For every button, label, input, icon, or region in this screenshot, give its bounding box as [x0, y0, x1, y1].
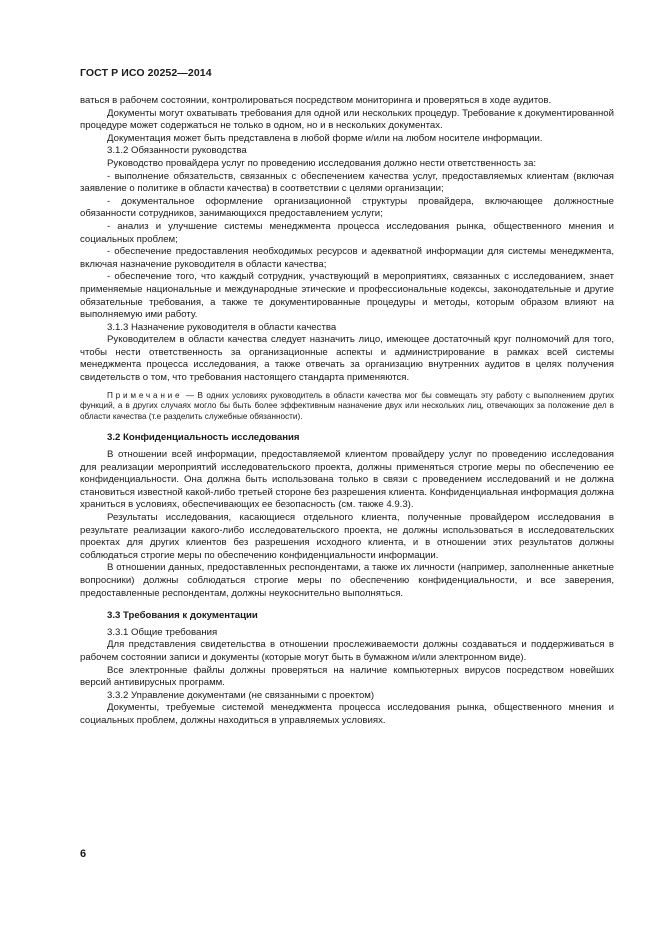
paragraph: Руководителем в области качества следует назначить лицо, имеющее достаточный круг полномочий для того, чтобы нести ответственность за организационные аспекты и администрирование в рамках всей системы менеджмента процесса исследования, а также отвечать за организацию внутренних аудитов в целях получения свидетельств о том, что требования настоящего стандарта применяются.	[80, 334, 614, 384]
list-item: - документальное оформление организационной структуры провайдера, включающее должностные обязанности сотрудников, занимающихся предоставлением услуги;	[80, 195, 614, 220]
subsection-heading-3-3-1: 3.3.1 Общие требования	[107, 626, 218, 638]
paragraph: Руководство провайдера услуг по проведению исследования должно нести ответственность за:	[107, 157, 537, 169]
note-text: — В одних условиях руководитель в области качества мог бы совмещать эту работу с выполнением других функций, а в других случаях могло бы быть более эффективным назначение двух или нескольких лиц, отвечающих за положение дел в области качества (т.е разделить служебные обязанности).	[80, 390, 614, 421]
section-heading-3-2: 3.2 Конфиденциальность исследования	[107, 432, 300, 444]
page-number: 6	[80, 848, 87, 860]
list-item: - анализ и улучшение системы менеджмента процесса исследования рынка, общественного мнения и социальных проблем;	[80, 220, 614, 245]
list-item: - обеспечение того, что каждый сотрудник, участвующий в мероприятиях, связанных с исследованием, знает применяемые национальные и международные этические и профессиональные кодексы, законодательные и другие обязательные требования, а также те документированные процедуры и методы, которым образом влияют на выполняемую ими работу.	[80, 271, 614, 321]
paragraph: В отношении всей информации, предоставляемой клиентом провайдеру услуг по проведению исследования для реализации мероприятий исследовательского проекта, должны применяться строгие меры по обеспечению ее конфиденциальности. Она должна быть использована только в связи с проведением исследований и не должна становиться известной какой-либо третьей стороне без разрешения клиента. Конфиденциальная информация должна храниться в условиях, обеспечивающих ее безопасность (см. также 4.9.3).	[80, 449, 614, 511]
list-item: - обеспечение предоставления необходимых ресурсов и адекватной информации для системы менеджмента, включая назначение руководителя в области качества;	[80, 246, 614, 270]
subsection-heading-3-1-3: 3.1.3 Назначение руководителя в области качества	[107, 321, 337, 333]
note-label: Примечание	[107, 390, 183, 400]
note	[80, 391, 614, 423]
paragraph-continuation: ваться в рабочем состоянии, контролироваться посредством мониторинга и проверяться в ходе аудитов.	[80, 95, 552, 106]
paragraph: Документы могут охватывать требования для одной или нескольких процедур. Требование к документированной процедуре может содержаться не только в одном, но и в нескольких документах.	[80, 107, 614, 132]
paragraph: Документация может быть представлена в любой форме и/или на любом носителе информации.	[107, 132, 543, 144]
paragraph: Результаты исследования, касающиеся отдельного клиента, полученные провайдером исследования в результате реализации какого-либо исследовательского проекта, не должны использоваться в исследовательских проектах для других клиентов без разрешения исходного клиента, и в отношении этих результатов должны соблюдаться строгие меры по обеспечению конфиденциальности информации.	[80, 512, 614, 561]
document-body	[80, 95, 614, 728]
list-item: - выполнение обязательств, связанных с обеспечением качества услуг, предоставляемых клиентам (включая заявление о политике в области качества) в соответствии с целями организации;	[80, 170, 614, 195]
paragraph: Документы, требуемые системой менеджмента процесса исследования рынка, общественного мнения и социальных проблем, должны находиться в управляемых условиях.	[80, 702, 614, 726]
paragraph: Все электронные файлы должны проверяться на наличие компьютерных вирусов посредством новейших версий антивирусных программ.	[80, 664, 614, 689]
paragraph: Для представления свидетельства в отношении прослеживаемости должны создаваться и поддерживаться в рабочем состоянии записи и документы (которые могут быть в бумажном и/или электронном виде).	[80, 639, 614, 663]
paragraph: В отношении данных, предоставленных респондентами, а также их личности (например, заполненные анкетные вопросники) должны соблюдаться строгие меры по обеспечению конфиденциальности, и все заверения, предоставленные респондентам, должны неукоснительно выполняться.	[80, 562, 614, 599]
section-heading-3-3: 3.3 Требования к документации	[107, 610, 258, 622]
document-header: ГОСТ Р ИСО 20252—2014	[80, 67, 212, 79]
subsection-heading-3-1-2: 3.1.2 Обязанности руководства	[107, 145, 247, 157]
subsection-heading-3-3-2: 3.3.2 Управление документами (не связанными с проектом)	[107, 689, 375, 701]
